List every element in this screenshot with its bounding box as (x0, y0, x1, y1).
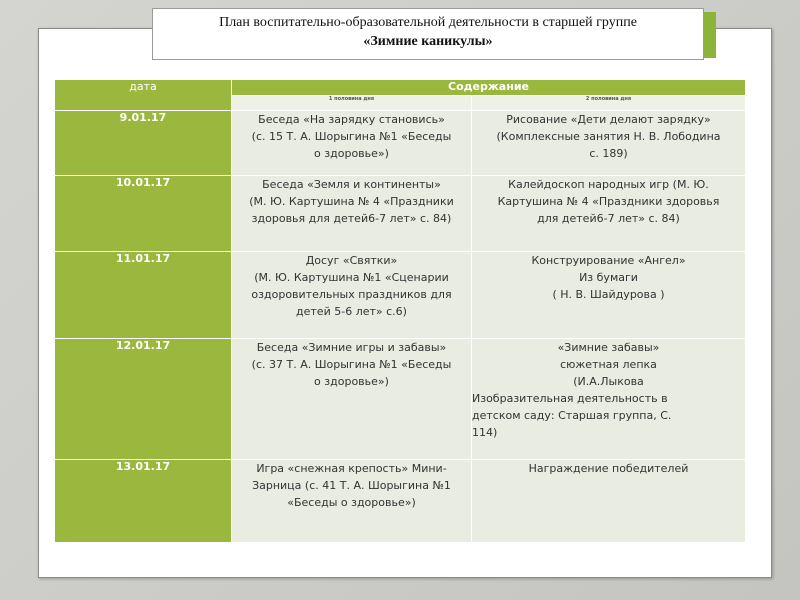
header-date: дата (55, 80, 232, 111)
cell-line: здоровья для детей6-7 лет» с. 84) (251, 212, 452, 225)
cell-line: (И.А.Лыкова (573, 375, 644, 388)
table-row (55, 176, 746, 252)
cell-line: ( Н. В. Шайдурова ) (552, 288, 665, 301)
title-accent-stripe (702, 12, 716, 58)
cell-line: Конструирование «Ангел» (531, 254, 686, 267)
cell-line: Беседа «Зимние игры и забавы» (256, 341, 447, 354)
date-cell: 13.01.17 (55, 460, 232, 543)
cell-line: о здоровье») (314, 147, 389, 160)
table-row (55, 111, 746, 176)
date-cell: 9.01.17 (55, 111, 232, 176)
cell-line: сюжетная лепка (560, 358, 657, 371)
title-box (152, 8, 704, 60)
cell-line: с. 189) (589, 147, 628, 160)
cell-line: Беседа «На зарядку становись» (258, 113, 445, 126)
title-main: План воспитательно-образовательной деятельности в старшей группе (219, 15, 637, 30)
first-half-cell (232, 339, 472, 460)
date-cell: 10.01.17 (55, 176, 232, 252)
cell-line: Изобразительная деятельность в (472, 392, 668, 405)
cell-line: (М. Ю. Картушина № 4 «Праздники (249, 195, 454, 208)
first-half-cell (232, 460, 472, 543)
cell-line: «Зимние забавы» (557, 341, 660, 354)
cell-line: Досуг «Святки» (305, 254, 398, 267)
cell-line: Беседа «Земля и континенты» (262, 178, 441, 191)
cell-line: (М. Ю. Картушина №1 «Сценарии (254, 271, 449, 284)
header-first-half: 1 половина дня (232, 96, 472, 111)
cell-line: Калейдоскоп народных игр (М. Ю. (508, 178, 709, 191)
second-half-cell (472, 339, 746, 460)
header-second-half: 2 половина дня (472, 96, 746, 111)
table-row (55, 252, 746, 339)
cell-line: (с. 15 Т. А. Шорыгина №1 «Беседы (251, 130, 452, 143)
cell-line: 114) (472, 426, 498, 439)
table-row (55, 339, 746, 460)
cell-line: Из бумаги (579, 271, 638, 284)
cell-line: Награждение победителей (528, 462, 689, 475)
date-cell: 12.01.17 (55, 339, 232, 460)
cell-line: оздоровительных праздников для (251, 288, 452, 301)
first-half-cell (232, 252, 472, 339)
cell-line: Игра «снежная крепость» Мини- (256, 462, 447, 475)
plan-table (54, 79, 746, 543)
cell-line: Рисование «Дети делают зарядку» (506, 113, 711, 126)
second-half-cell (472, 176, 746, 252)
cell-line: детском саду: Старшая группа, С. (472, 409, 672, 422)
title-subtitle: «Зимние каникулы» (363, 34, 493, 49)
table-row (55, 460, 746, 543)
cell-line: Зарница (с. 41 Т. А. Шорыгина №1 (252, 479, 451, 492)
cell-line: (Комплексные занятия Н. В. Лободина (496, 130, 721, 143)
header-content: Содержание (232, 80, 746, 96)
cell-line: детей 5-6 лет» с.6) (296, 305, 407, 318)
cell-line: «Беседы о здоровье») (287, 496, 416, 509)
second-half-cell (472, 460, 746, 543)
cell-line: для детей6-7 лет» с. 84) (537, 212, 680, 225)
date-cell: 11.01.17 (55, 252, 232, 339)
cell-line: о здоровье») (314, 375, 389, 388)
cell-line: Картушина № 4 «Праздники здоровья (497, 195, 720, 208)
first-half-cell (232, 111, 472, 176)
second-half-cell (472, 252, 746, 339)
second-half-cell (472, 111, 746, 176)
cell-line: (с. 37 Т. А. Шорыгина №1 «Беседы (251, 358, 452, 371)
first-half-cell (232, 176, 472, 252)
